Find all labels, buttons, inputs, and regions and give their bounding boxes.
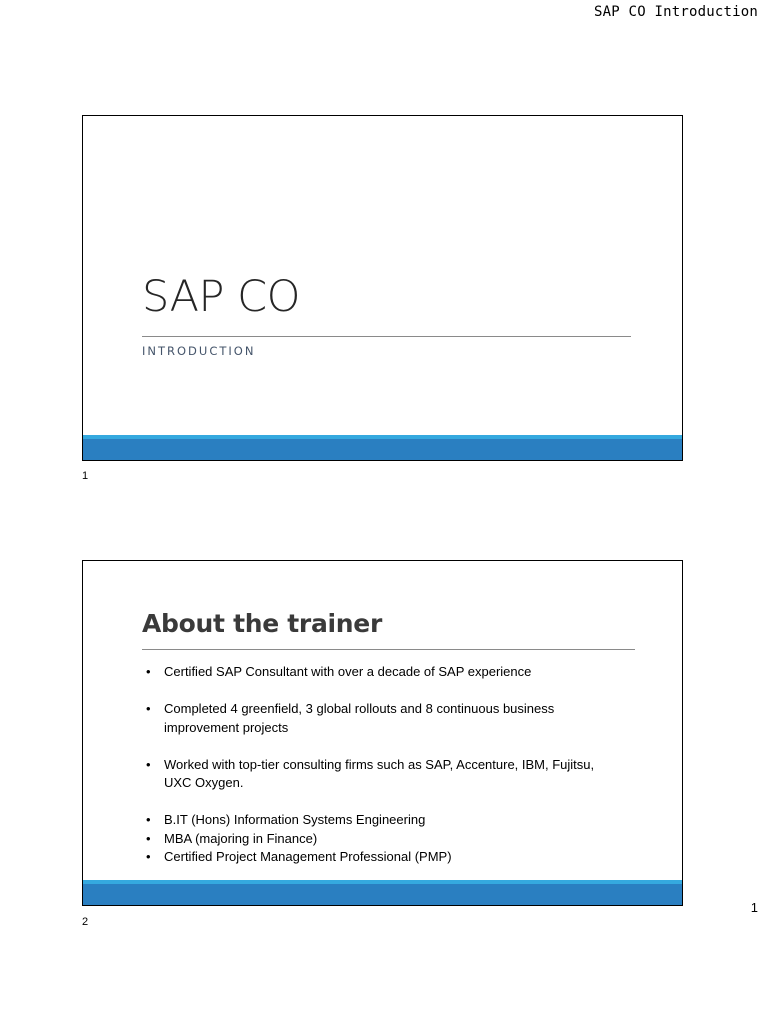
- bullet-item: • Certified SAP Consultant with over a decade of SAP experience: [142, 663, 612, 682]
- bullet-item: • Certified Project Management Professional (PMP): [142, 848, 612, 867]
- bullet-list: [142, 663, 612, 867]
- slide-subtitle: INTRODUCTION: [142, 344, 256, 358]
- page-number: 1: [750, 900, 758, 915]
- title-divider: [142, 649, 635, 650]
- slide-2: [82, 560, 683, 906]
- bullet-item: • MBA (majoring in Finance): [142, 830, 612, 849]
- slide-footer-bar: [83, 880, 682, 905]
- bullet-item: • B.IT (Hons) Information Systems Engineering: [142, 811, 612, 830]
- bullet-item: • Worked with top-tier consulting firms such as SAP, Accenture, IBM, Fujitsu, UXC Oxygen.: [142, 756, 612, 793]
- slide-1: [82, 115, 683, 461]
- slide-number: 2: [82, 916, 89, 928]
- bullet-item: • Completed 4 greenfield, 3 global rollouts and 8 continuous business improvement projects: [142, 700, 612, 737]
- title-divider: [142, 336, 631, 337]
- slide-title: SAP CO: [142, 272, 300, 322]
- slide-footer-bar: [83, 435, 682, 460]
- slide-number: 1: [82, 470, 89, 482]
- document-header-title: SAP CO Introduction: [594, 4, 758, 20]
- slide-title: About the trainer: [142, 609, 382, 638]
